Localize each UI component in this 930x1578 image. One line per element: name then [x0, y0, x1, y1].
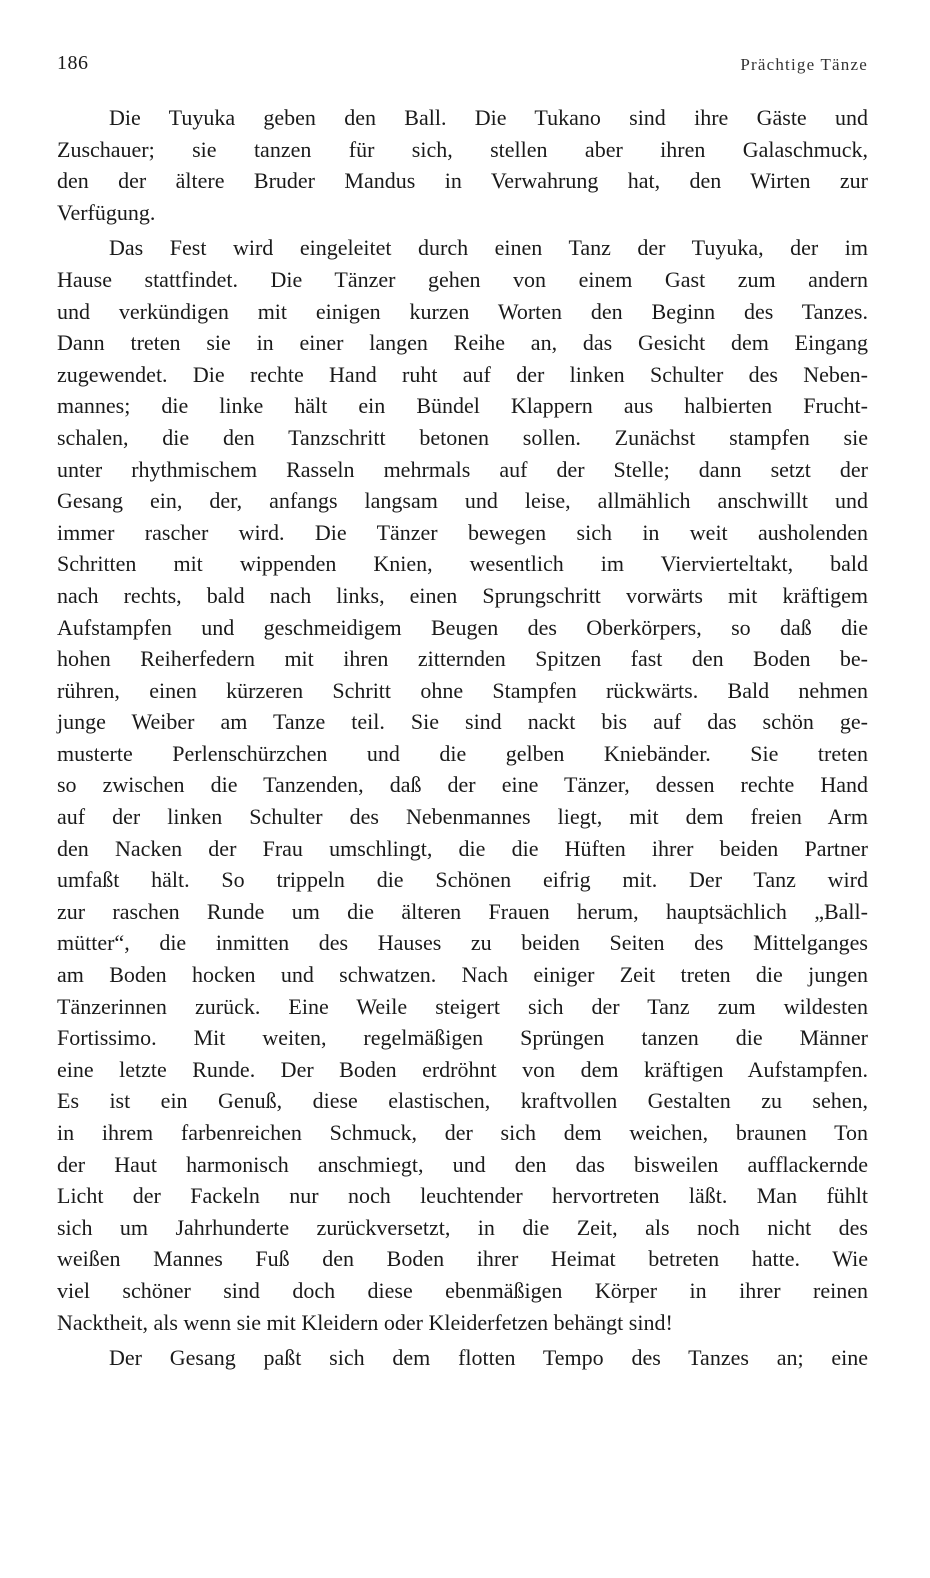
text-line: hohen Reiherfedern mit ihren zitternden Spitzen fast den Boden be-	[57, 646, 868, 672]
text-line: eine letzte Runde. Der Boden erdröhnt von dem kräftigen Aufstampfen.	[57, 1056, 868, 1082]
text-line: in ihrem farbenreichen Schmuck, der sich dem weichen, braunen Ton	[57, 1120, 868, 1145]
text-line: sich um Jahrhunderte zurückversetzt, in die Zeit, als noch nicht des	[57, 1214, 868, 1240]
text-line: schalen, die den Tanzschritt betonen sollen. Zunächst stampfen sie	[57, 424, 868, 450]
text-line: nach rechts, bald nach links, einen Sprungschritt vorwärts mit kräftigem	[57, 582, 868, 608]
text-line: so zwischen die Tanzenden, daß der eine Tänzer, dessen rechte Hand	[57, 772, 868, 798]
text-line: den Nacken der Frau umschlingt, die die Hüften ihrer beiden Partner	[57, 835, 868, 861]
text-line: rühren, einen kürzeren Schritt ohne Stampfen rückwärts. Bald nehmen	[57, 677, 868, 703]
text-line: Fortissimo. Mit weiten, regelmäßigen Sprüngen tanzen die Männer	[57, 1025, 868, 1051]
text-line: den der ältere Bruder Mandus in Verwahrung hat, den Wirten zur	[57, 168, 868, 194]
text-line: zugewendet. Die rechte Hand ruht auf der linken Schulter des Neben-	[57, 361, 868, 387]
text-line: Licht der Fackeln nur noch leuchtender hervortreten läßt. Man fühlt	[57, 1183, 868, 1209]
text-line: Es ist ein Genuß, diese elastischen, kraftvollen Gestalten zu sehen,	[57, 1088, 868, 1114]
text-line: weißen Mannes Fuß den Boden ihrer Heimat betreten hatte. Wie	[57, 1246, 868, 1272]
text-line: Aufstampfen und geschmeidigem Beugen des Oberkörpers, so daß die	[57, 614, 868, 640]
text-line: der Haut harmonisch anschmiegt, und den das bisweilen aufflackernde	[57, 1151, 868, 1177]
text-line: Die Tuyuka geben den Ball. Die Tukano sind ihre Gäste und	[109, 105, 868, 130]
page-header	[57, 52, 868, 78]
page-number: 186	[57, 52, 89, 74]
text-line: viel schöner sind doch diese ebenmäßigen Körper in ihrer reinen	[57, 1277, 868, 1303]
paragraph	[57, 102, 868, 228]
text-line: Tänzerinnen zurück. Eine Weile steigert sich der Tanz zum wildesten	[57, 993, 868, 1019]
text-line: umfaßt hält. So trippeln die Schönen eifrig mit. Der Tanz wird	[57, 867, 868, 893]
text-line: mütter“, die inmitten des Hauses zu beiden Seiten des Mittelganges	[57, 930, 868, 956]
text-line: am Boden hocken und schwatzen. Nach einiger Zeit treten die jungen	[57, 962, 868, 988]
paragraph	[57, 1342, 868, 1374]
paragraph	[57, 232, 868, 1338]
running-title: Prächtige Tänze	[740, 55, 868, 74]
text-line: Nacktheit, als wenn sie mit Kleidern oder Kleiderfetzen behängt sind!	[57, 1309, 673, 1335]
text-line: Zuschauer; sie tanzen für sich, stellen aber ihren Galaschmuck,	[57, 136, 868, 162]
text-line: Der Gesang paßt sich dem flotten Tempo des Tanzes an; eine	[109, 1345, 868, 1371]
body-text	[57, 102, 868, 1374]
text-line: auf der linken Schulter des Nebenmannes liegt, mit dem freien Arm	[57, 804, 868, 830]
text-line: musterte Perlenschürzchen und die gelben Kniebänder. Sie treten	[57, 740, 868, 766]
text-line: Schritten mit wippenden Knien, wesentlich im Viervierteltakt, bald	[57, 551, 868, 577]
text-line: Das Fest wird eingeleitet durch einen Tanz der Tuyuka, der im	[109, 235, 868, 261]
text-line: immer rascher wird. Die Tänzer bewegen sich in weit ausholenden	[57, 519, 868, 545]
text-line: Gesang ein, der, anfangs langsam und leise, allmählich anschwillt und	[57, 488, 868, 514]
text-line: Hause stattfindet. Die Tänzer gehen von einem Gast zum andern	[57, 266, 868, 292]
text-line: unter rhythmischem Rasseln mehrmals auf der Stelle; dann setzt der	[57, 456, 868, 482]
text-line: Verfügung.	[57, 199, 156, 225]
text-line: mannes; die linke hält ein Bündel Klappern aus halbierten Frucht-	[57, 393, 868, 419]
text-line: junge Weiber am Tanze teil. Sie sind nackt bis auf das schön ge-	[57, 709, 868, 735]
text-line: Dann treten sie in einer langen Reihe an, das Gesicht dem Eingang	[57, 330, 868, 356]
text-line: zur raschen Runde um die älteren Frauen herum, hauptsächlich „Ball-	[57, 898, 868, 924]
text-line: und verkündigen mit einigen kurzen Worten den Beginn des Tanzes.	[57, 298, 868, 324]
